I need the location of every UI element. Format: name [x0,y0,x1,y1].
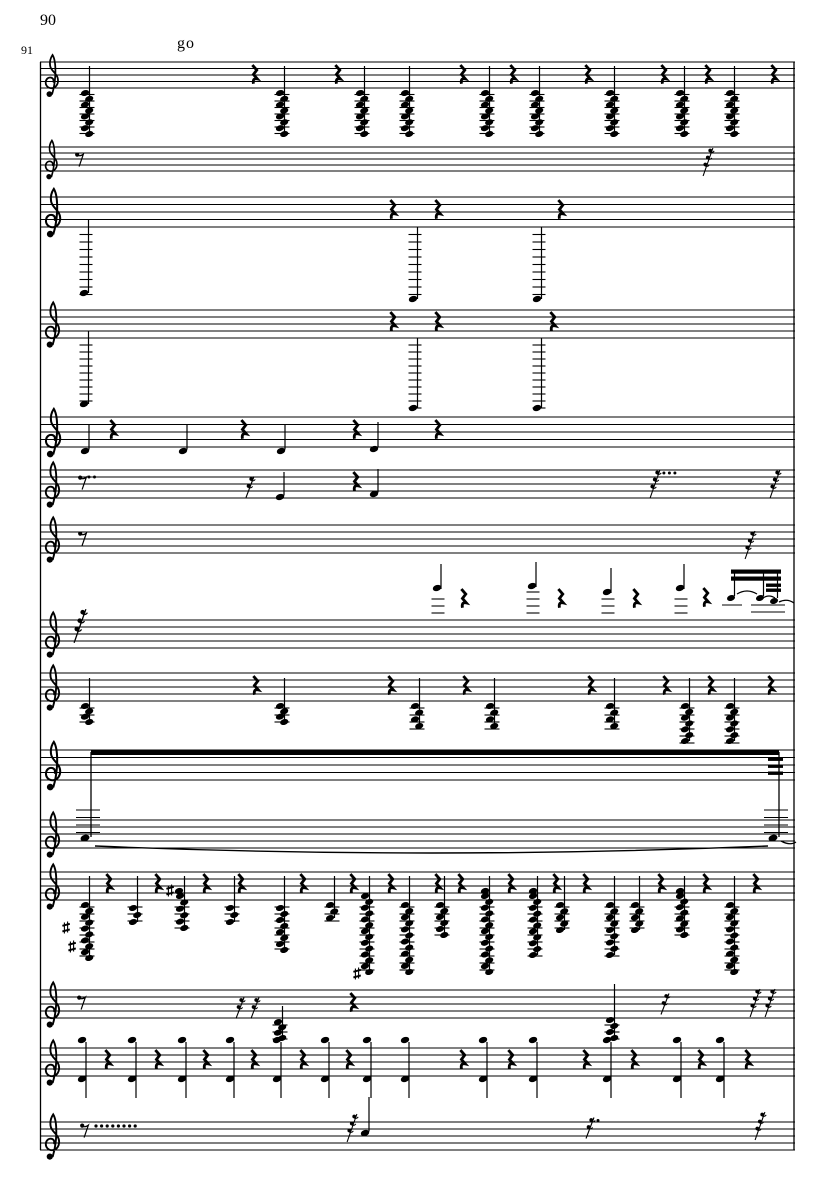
staff-lines [40,417,795,447]
eighth-rest [80,1124,88,1138]
quarter-rest [463,676,468,695]
chord-stack [400,66,415,138]
note-pair [272,1036,282,1098]
quarter-rest [251,1050,256,1069]
note-pair [77,1036,87,1098]
quarter-rest [553,874,558,893]
low-note [408,227,422,303]
staff-lines [40,470,795,498]
quarter-rest [105,1050,110,1069]
sixteenth-rest [246,477,255,498]
treble-clef-icon [46,742,60,791]
chord-stack [680,678,695,745]
thirtysecond-rest [347,1114,358,1142]
staff-11 [40,812,795,857]
quarter-rest [253,676,258,695]
quarter-rest [658,874,663,893]
quarter-rest [631,1050,636,1069]
chord-stack [275,678,290,726]
quarter-rest [388,874,393,893]
treble-clef-icon [46,665,59,710]
quarter-rest [241,420,246,439]
chord-stack [275,876,290,954]
high-note [602,568,615,613]
quarter-rest [353,420,358,439]
quarter-rest [300,874,305,893]
quarter-rest [353,472,358,491]
sixteenth-rest [236,998,245,1019]
treble-clef-icon [46,302,59,347]
quarter-rest [698,1050,703,1069]
thirtysecond-rest [74,609,87,643]
eighth-rest [78,476,96,490]
staff-8 [40,562,795,658]
sharp-accidental [68,941,75,953]
treble-clef-icon [46,462,59,507]
quarter-rest [461,589,466,608]
quarter-rest [508,1050,513,1069]
treble-clef-icon [46,982,59,1027]
chord-stack [360,876,375,976]
sharp-accidental [62,922,69,934]
staff-1 [40,55,795,138]
quarter-rest [350,993,355,1012]
quarter-rest [110,420,115,439]
note-pair [362,1036,372,1098]
chord-stack [80,66,95,138]
quarter-rest [460,1050,465,1069]
staff-lines [40,620,795,648]
quarter-rest [435,200,440,219]
chord-stack [605,876,620,959]
treble-clef-icon [46,612,59,657]
staff-15 [40,1097,795,1160]
sixteenth-rest [586,1118,600,1139]
chord-stack [675,876,690,939]
high-note [675,564,688,613]
quarter-rest [346,1050,351,1069]
low-note [532,338,546,412]
note-pair [127,1036,137,1098]
quarter-rest [663,676,668,695]
quarter-rest [588,676,593,695]
treble-clef-icon [46,1114,59,1159]
low-note [79,331,93,408]
chord-stack [80,678,95,726]
chord-stack [275,66,290,138]
chord-stack [175,876,190,932]
staff-3 [40,189,795,303]
sixteenth-rest [251,998,260,1019]
staff-lines [40,197,795,227]
quarter-rest [708,676,713,695]
sharp-accidental [353,968,360,980]
chord-stack [725,678,740,745]
lyric-text: go [177,35,195,52]
quarter-rest [768,676,773,695]
quarter-rest [203,1050,208,1069]
quarter-rest [106,874,111,893]
quarter-note [275,472,285,501]
staff-6 [40,462,795,507]
quarter-rest [435,420,440,439]
chord-stack [605,678,620,730]
high-note [527,562,540,613]
thirtysecond-rest [750,989,761,1017]
thirtysecond-rest [745,531,756,559]
chord-stack [605,984,620,1042]
treble-clef-icon [46,409,60,458]
measure-number-91: 91 [21,43,33,57]
quarter-rest [661,65,666,84]
chord-stack [325,876,340,922]
low-note [532,227,546,303]
staff-lines [40,62,795,88]
note-pair [715,1036,725,1098]
chord-stack [485,678,500,730]
staff-5 [40,409,795,458]
quarter-rest [745,1050,750,1069]
high-note [432,564,445,613]
quarter-rest [550,312,555,331]
chord-stack [400,876,415,976]
staff-lines [40,525,795,553]
quarter-rest [633,589,638,608]
quarter-rest [458,874,463,893]
treble-clef-icon [46,864,59,909]
quarter-rest [703,588,708,607]
quarter-rest [300,1050,305,1069]
staff-2 [40,140,795,179]
chord-stack [80,876,95,962]
note-pair [528,1036,538,1098]
treble-clef-icon [46,189,60,238]
quarter-rest [460,65,465,84]
staff-lines [40,1122,795,1150]
staff-13 [40,982,795,1042]
note-pair [400,1036,410,1098]
staff-lines [40,1048,795,1076]
chord-stack [630,876,645,934]
staff-4 [40,302,795,412]
quarter-rest [705,65,710,84]
thirtysecond-rest [703,148,714,176]
chord-stack [530,66,545,138]
quarter-rest [508,874,513,893]
chord-stack [605,66,620,138]
treble-clef-icon [46,55,58,97]
thirtysecond-rest [765,989,776,1017]
note-pair [602,1036,612,1098]
quarter-rest [335,65,340,84]
quarter-rest [585,65,590,84]
eighth-rest [77,996,85,1010]
treble-clef-icon [46,140,57,179]
staff-lines [40,147,795,171]
eighth-rest [75,153,83,167]
staff-14 [40,1036,795,1098]
quarter-note [369,422,379,453]
note-pair [672,1036,682,1098]
chord-stack [225,876,240,926]
quarter-rest [155,1050,160,1069]
treble-clef-icon [46,517,59,562]
chord-stack [410,678,425,730]
quarter-rest [388,676,393,695]
note-pair [225,1036,235,1098]
dot-row [94,1124,136,1127]
quarter-rest [203,874,208,893]
quarter-rest [238,874,243,893]
note-pair [177,1036,187,1098]
quarter-rest [583,874,588,893]
staff-10 [40,742,796,853]
staff-lines [40,310,795,338]
measure-number-90: 90 [40,12,56,29]
note-pair [478,1036,488,1098]
beamed-group [722,570,794,613]
quarter-rest [252,65,257,84]
quarter-rest [510,65,515,84]
quarter-rest [583,1050,588,1069]
chord-stack [725,66,740,138]
staff-lines [40,820,795,848]
chord-stack [725,876,740,976]
low-note [408,338,422,412]
quarter-rest [435,874,440,893]
chord-stack [355,66,370,138]
chord-stack [128,876,143,926]
quarter-rest [558,589,563,608]
quarter-rest [390,312,395,331]
quarter-rest [771,65,776,84]
chord-stack [675,66,690,138]
note-pair [320,1036,330,1098]
quarter-note [360,1097,370,1137]
quarter-rest [703,874,708,893]
staff-lines [40,990,795,1018]
quarter-rest [390,200,395,219]
low-note [79,219,93,297]
chord-stack [480,66,495,138]
quarter-rest [753,874,758,893]
quarter-rest [350,874,355,893]
treble-clef-icon [46,1040,59,1085]
quarter-rest [558,200,563,219]
staff-12 [40,864,795,979]
quarter-rest [435,312,440,331]
quarter-rest [155,874,160,893]
staff-9 [40,665,795,745]
treble-clef-icon [46,812,59,857]
staff-lines [40,673,795,701]
staff-7 [40,517,795,562]
